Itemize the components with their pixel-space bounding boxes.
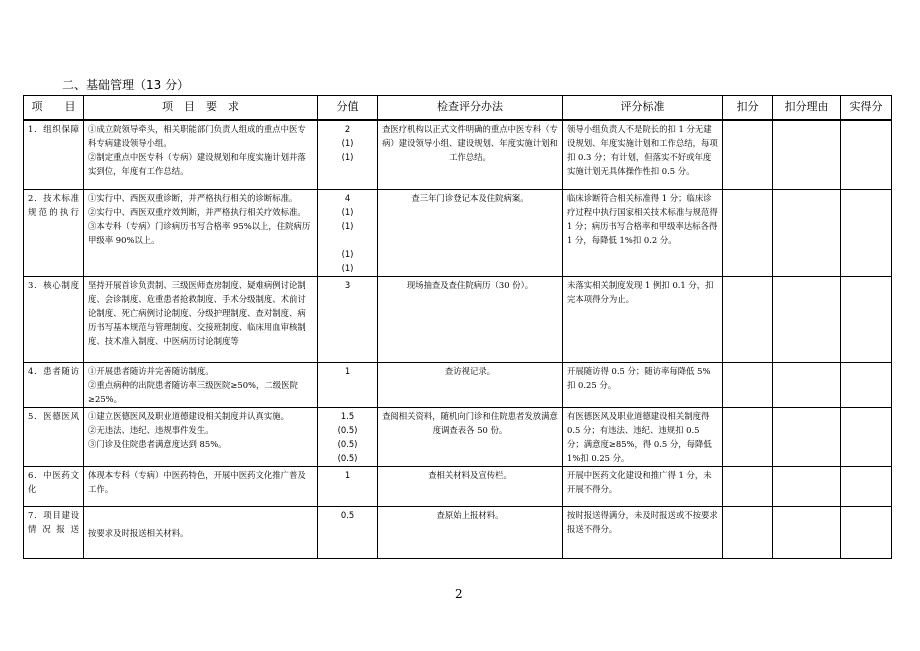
item-cell: 1．组织保障 [24,120,84,190]
requirement-cell: 体现本专科（专病）中医药特色，开展中医药文化推广普及工作。 [88,470,306,494]
deduct-cell [723,190,773,277]
actual-cell [841,467,892,507]
method-cell: 查医疗机构以正式文件明确的重点中医专科（专病）建设领导小组、建设规划、年度实施计划和工作总结。 [382,123,558,162]
requirement-cell: ①成立院领导牵头，相关职能部门负责人组成的重点中医专科专病建设领导小组。 ②制定重点中医专科（专病）建设规划和年度实施计划并落实到位，年度有工作总结。 [88,123,306,176]
score-cell: 1.5 (0.5) (0.5) (0.5) [337,411,358,463]
deduct-cell [723,507,773,559]
reason-cell [773,467,841,507]
item-cell: 3．核心制度 [24,277,84,363]
standard-cell: 按时报送得满分，未及时报送或不按要求报送不得分。 [567,510,718,534]
header-method: 检查评分办法 [378,96,563,120]
reason-cell [773,408,841,467]
method-cell: 查访视记录。 [444,366,496,376]
item-cell: 5．医德医风 [24,408,84,467]
actual-cell [841,507,892,559]
table-row [24,408,892,467]
deduct-cell [723,467,773,507]
table-row [24,363,892,408]
score-cell: 1 [344,366,351,376]
requirement-cell: ①开展患者随访并完善随访制度。 ②重点病种的出院患者随访率三级医院≥50%，二级医院≥25%。 [88,366,298,404]
standard-cell: 开展中医药文化建设和推广得 1 分，未开展不得分。 [567,470,712,494]
header-actual: 实得分 [841,96,892,120]
header-standard: 评分标准 [563,96,723,120]
standard-cell: 未落实相关制度发现 1 例扣 0.1 分，扣完本项得分为止。 [567,280,714,304]
reason-cell [773,363,841,408]
table-row [24,120,892,190]
table-row [24,507,892,559]
table-row [24,190,892,277]
requirement-cell: ①建立医德医风及职业道德建设相关制度并认真实施。 ②无违法、违纪、违规事件发生。 ③门诊及住院患者满意度达到 85%。 [88,411,289,449]
deduct-cell [723,277,773,363]
table-row [24,467,892,507]
standard-cell: 临床诊断符合相关标准得 1 分；临床诊疗过程中执行国家相关技术标准与规范得 1 分；病历书写合格率和甲级率达标各得 1 分，每降低 1%扣 0.2 分。 [567,193,721,245]
requirement-cell: ①实行中、西医双重诊断，并严格执行相关的诊断标准。 ②实行中、西医双重疗效判断，并严格执行相关疗效标准。 ③本专科（专病）门诊病历书写合格率 95%以上，住院病历甲级率 90%以上。 [88,193,311,245]
section-title: 二、基础管理（13 分） [62,78,190,92]
header-reason: 扣分理由 [773,96,841,120]
score-cell: 1 [344,470,351,480]
deduct-cell [723,120,773,190]
item-cell: 2．技术标准规范的执行 [24,190,84,277]
header-item: 项 目 [24,96,84,120]
scoring-table [23,95,892,559]
reason-cell [773,190,841,277]
page-number: 2 [455,587,463,601]
item-cell: 6．中医药文化 [24,467,84,507]
requirement-cell: 按要求及时报送相关材料。 [88,527,189,538]
item-cell: 4．患者随访 [24,363,84,408]
actual-cell [841,120,892,190]
standard-cell: 有医德医风及职业道德建设相关制度得 0.5 分；有违法、违纪、违规扣 0.5 分；满意度≥85%，得 0.5 分，每降低 1%扣 0.25 分。 [567,411,715,463]
table-header-row [24,96,892,120]
deduct-cell [723,363,773,408]
method-cell: 现场抽查及查住院病历（30 份）。 [406,280,534,290]
reason-cell [773,277,841,363]
header-score: 分值 [318,96,378,120]
score-cell: 0.5 [340,510,355,520]
reason-cell [773,507,841,559]
standard-cell: 开展随访得 0.5 分；随访率每降低 5%扣 0.25 分。 [567,366,711,390]
standard-cell: 领导小组负责人不是院长的扣 1 分无建设规划、年度实施计划和工作总结，每项扣 0.3 分；有计划，但落实不好或年度实施计划无具体操作性扣 0.5 分。 [567,123,718,176]
actual-cell [841,277,892,363]
deduct-cell [723,408,773,467]
score-cell: 2 (1) (1) [341,123,354,162]
method-cell: 查三年门诊登记本及住院病案。 [411,193,529,203]
requirement-cell: 坚持开展首诊负责制、三级医师查房制度、疑难病例讨论制度、会诊制度、危重患者抢救制度、手术分级制度、术前讨论制度、死亡病例讨论制度、分级护理制度、查对制度、病历书写基本规范与管理制度、交接班制度、临床用血审核制度、技术准入制度、中医病历讨论制度等 [88,280,306,346]
item-cell: 7．项目建设情况报送 [24,507,84,559]
table-row [24,277,892,363]
actual-cell [841,408,892,467]
header-deduct: 扣分 [723,96,773,120]
method-cell: 查阅相关资料，随机向门诊和住院患者发放满意度调查表各 50 份。 [382,411,558,435]
method-cell: 查原始上报材料。 [436,510,504,520]
score-cell: 3 [344,280,351,290]
method-cell: 查相关材料及宣传栏。 [428,470,512,480]
actual-cell [841,190,892,277]
score-cell: 4 (1) (1) (1) (1) [341,193,354,273]
actual-cell [841,363,892,408]
reason-cell [773,120,841,190]
header-requirement: 项 目 要 求 [84,96,318,120]
